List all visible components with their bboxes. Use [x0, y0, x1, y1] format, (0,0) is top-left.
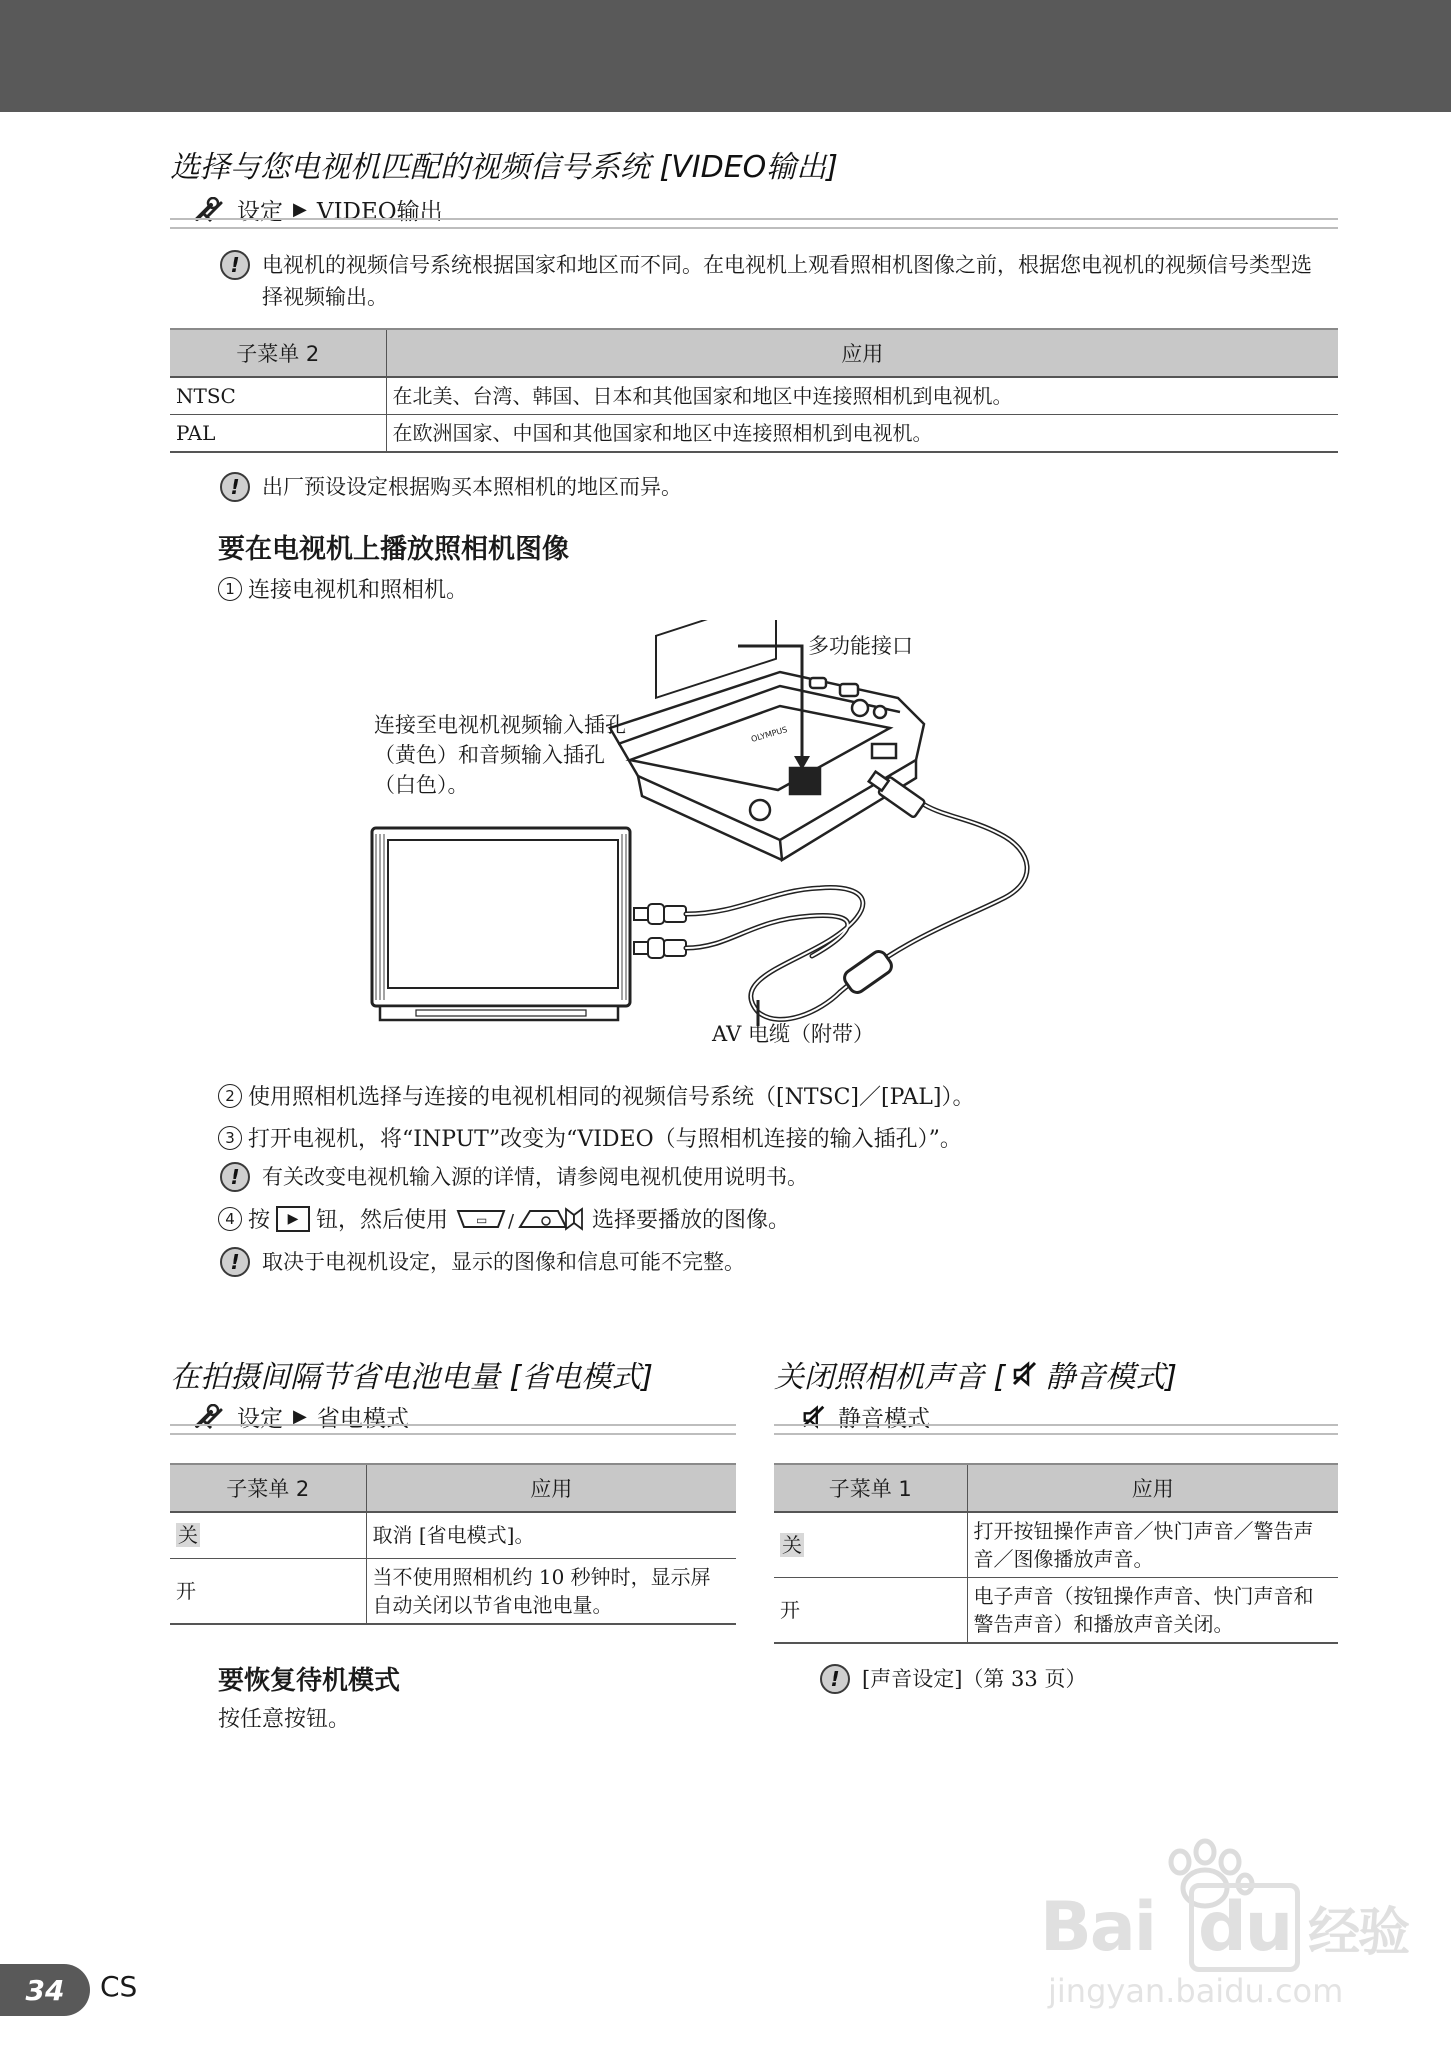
table-row — [170, 415, 1338, 453]
power-save-table — [170, 1463, 736, 1625]
table-header-submenu: 子菜单 2 — [170, 1464, 366, 1512]
note-sound-settings-text: [声音设定]（第 33 页） — [862, 1667, 1087, 1691]
note-video-system-text: 电视机的视频信号系统根据国家和地区而不同。在电视机上观看照相机图像之前，根据您电视机的视频信号类型选择视频输出。 — [262, 253, 1312, 309]
table-cell-description: 电子声音（按钮操作声音、快门声音和警告声音）和播放声音关闭。 — [967, 1578, 1338, 1644]
table-cell-description: 打开按钮操作声音／快门声音／警告声音／图像播放声音。 — [967, 1512, 1338, 1578]
step-4-text-c: 选择要播放的图像。 — [592, 1208, 791, 1233]
option-off: 关 — [782, 1533, 802, 1557]
table-header-application: 应用 — [967, 1464, 1338, 1512]
note-display-incomplete — [220, 1246, 1320, 1278]
tv-illustration — [372, 828, 630, 1020]
table-cell-description: 当不使用照相机约 10 秒钟时，显示屏自动关闭以节省电池电量。 — [366, 1558, 736, 1624]
step-4-number: 4 — [218, 1207, 242, 1231]
caution-icon: ! — [220, 1162, 250, 1192]
step-2-text: 使用照相机选择与连接的电视机相同的视频信号系统（[NTSC]／[PAL]）。 — [248, 1085, 975, 1110]
breadcrumb-power-save-item: 省电模式 — [316, 1406, 409, 1432]
label-tv-jack: 连接至电视机视频输入插孔（黄色）和音频输入插孔（白色）。 — [374, 713, 626, 797]
step-1-text: 连接电视机和照相机。 — [248, 578, 469, 603]
divider-power-save — [170, 1424, 736, 1435]
tv-connection-diagram — [360, 620, 1160, 1040]
arrow-pad-icon — [454, 1205, 586, 1233]
table-row — [170, 1512, 736, 1558]
note-tv-input — [220, 1161, 1320, 1193]
heading-resume-standby: 要恢复待机模式 — [218, 1666, 401, 1696]
step-4 — [218, 1203, 790, 1234]
breadcrumb-video-out-item: VIDEO输出 — [316, 199, 443, 225]
mute-speaker-icon — [1011, 1360, 1039, 1388]
page-number-tab: 34 — [0, 1964, 90, 2016]
video-out-table — [170, 328, 1338, 453]
note-video-system — [220, 249, 1330, 313]
label-av-cable: AV 电缆（附带） — [712, 1022, 874, 1046]
note-default-setting — [220, 471, 1330, 503]
section-title-video-out: 选择与您电视机匹配的视频信号系统 [VIDEO输出] — [170, 150, 838, 185]
table-header-submenu: 子菜单 1 — [774, 1464, 967, 1512]
table-row — [774, 1512, 1338, 1578]
table-cell-description: 在欧洲国家、中国和其他国家和地区中连接照相机到电视机。 — [386, 415, 1338, 453]
breadcrumb-setup: 设定 — [237, 199, 283, 225]
table-cell-option: PAL — [170, 415, 386, 453]
caution-icon: ! — [820, 1664, 850, 1694]
step-1 — [218, 573, 468, 604]
breadcrumb-setup: 设定 — [237, 1406, 283, 1432]
watermark-brand-bai: Bai — [1040, 1888, 1156, 1967]
table-row — [774, 1578, 1338, 1644]
playback-button-icon: ▶ — [276, 1206, 310, 1232]
section-title-silent-a: 关闭照相机声音 [ — [774, 1360, 1006, 1395]
table-row — [170, 377, 1338, 415]
table-cell-option — [774, 1512, 967, 1578]
step-3-number: 3 — [218, 1126, 242, 1150]
table-cell-description: 在北美、台湾、韩国、日本和其他国家和地区中连接照相机到电视机。 — [386, 377, 1338, 415]
watermark-brand-du: du — [1189, 1883, 1300, 1972]
table-header-row — [170, 329, 1338, 377]
step-4-text-a: 按 — [248, 1208, 271, 1233]
option-off: 关 — [178, 1523, 198, 1548]
table-cell-option — [170, 1512, 366, 1558]
heading-tv-playback: 要在电视机上播放照相机图像 — [218, 534, 569, 565]
rca-plugs — [634, 904, 686, 958]
caution-icon: ! — [220, 1247, 250, 1277]
table-row — [170, 1558, 736, 1624]
step-2-number: 2 — [218, 1084, 242, 1108]
watermark-brand — [1040, 1888, 1408, 1967]
table-cell-option: NTSC — [170, 377, 386, 415]
caution-icon: ! — [220, 250, 250, 280]
label-multi-connector: 多功能接口 — [808, 634, 913, 658]
step-1-number: 1 — [218, 577, 242, 601]
table-cell-description: 取消 [省电模式]。 — [366, 1512, 736, 1558]
caution-icon: ! — [220, 472, 250, 502]
watermark-suffix: 经验 — [1308, 1903, 1409, 1963]
ferrite-core — [841, 948, 894, 995]
breadcrumb-arrow: ▶ — [293, 199, 307, 220]
table-header-application: 应用 — [386, 329, 1338, 377]
note-tv-input-text: 有关改变电视机输入源的详情，请参阅电视机使用说明书。 — [262, 1165, 808, 1189]
watermark-url: jingyan.baidu.com — [1048, 1972, 1344, 2010]
step-3 — [218, 1122, 962, 1153]
page-language-code: CS — [100, 1970, 138, 2003]
top-banner — [0, 0, 1451, 112]
table-header-application: 应用 — [366, 1464, 736, 1512]
note-sound-settings — [820, 1663, 1320, 1695]
table-header-row — [170, 1464, 736, 1512]
silent-mode-table — [774, 1463, 1338, 1644]
step-4-text-b: 钮，然后使用 — [316, 1208, 449, 1233]
table-cell-option: 开 — [774, 1578, 967, 1644]
step-2 — [218, 1080, 974, 1111]
note-default-setting-text: 出厂预设设定根据购买本照相机的地区而异。 — [262, 475, 682, 499]
section-title-silent-mode — [774, 1352, 1177, 1396]
note-display-incomplete-text: 取决于电视机设定，显示的图像和信息可能不完整。 — [262, 1250, 745, 1274]
divider-video-out — [170, 218, 1338, 229]
svg-text:▭: ▭ — [476, 1212, 488, 1227]
section-title-power-save: 在拍摄间隔节省电池电量 [省电模式] — [170, 1360, 653, 1395]
breadcrumb-silent-item: 静音模式 — [838, 1406, 930, 1432]
step-3-text: 打开电视机，将“INPUT”改变为“VIDEO（与照相机连接的输入插孔）”。 — [248, 1127, 962, 1152]
resume-standby-text: 按任意按钮。 — [218, 1707, 351, 1732]
table-header-submenu: 子菜单 2 — [170, 329, 386, 377]
table-cell-option: 开 — [170, 1558, 366, 1624]
divider-silent-mode — [774, 1424, 1338, 1435]
table-header-row — [774, 1464, 1338, 1512]
camera-brand-label: OLYMPUS — [750, 725, 789, 744]
breadcrumb-arrow: ▶ — [293, 1406, 307, 1427]
section-title-silent-b: 静音模式] — [1045, 1360, 1177, 1395]
svg-text:/: / — [508, 1210, 515, 1232]
